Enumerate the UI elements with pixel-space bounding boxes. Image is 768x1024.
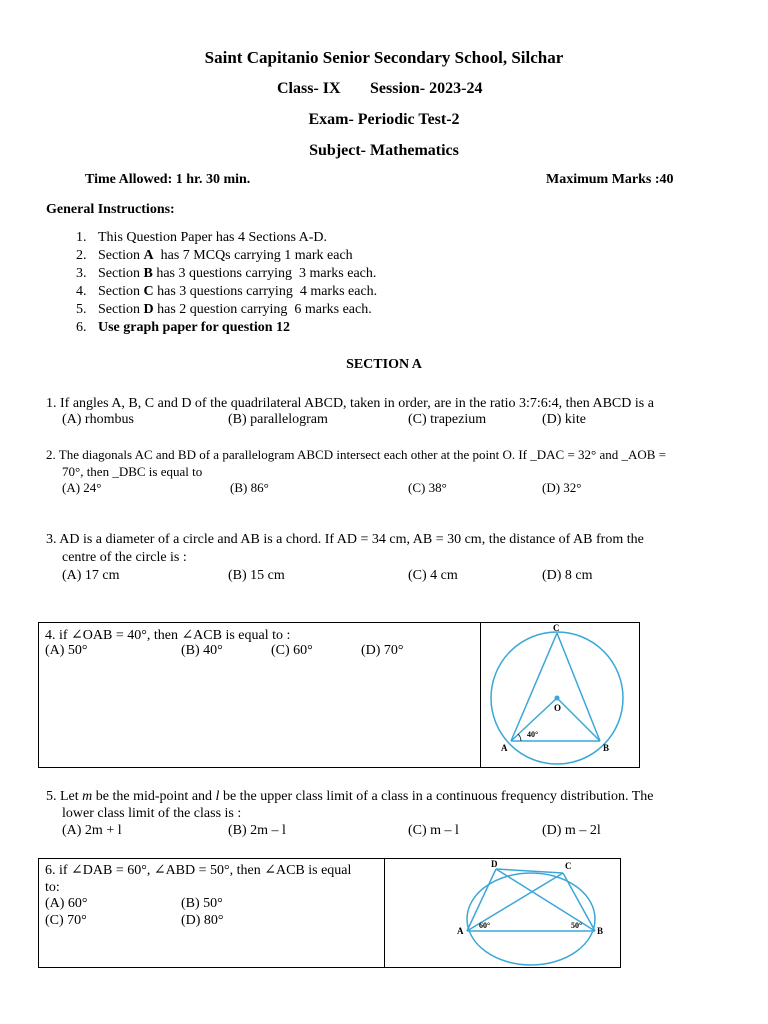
instruction-text: Section: [98, 266, 144, 281]
q6-option-b: (B) 50°: [181, 896, 223, 911]
label-a: A: [457, 926, 464, 936]
instruction-number: 5.: [76, 302, 87, 317]
question-1-text: 1. If angles A, B, C and D of the quadrilateral ABCD, taken in order, are in the ratio 3:7:6:4, then ABCD is a: [46, 396, 654, 411]
q4-option-a: (A) 50°: [45, 643, 88, 658]
instruction-item: [76, 284, 377, 300]
q5-option-c: (C) m – l: [408, 823, 459, 838]
instruction-number: 1.: [76, 230, 87, 245]
q1-option-d: (D) kite: [542, 412, 586, 427]
instruction-number: 3.: [76, 266, 87, 281]
question-3-line1: 3. AD is a diameter of a circle and AB is a chord. If AD = 34 cm, AB = 30 cm, the distance of AB from the: [46, 532, 644, 547]
instruction-number: 4.: [76, 284, 87, 299]
q3-option-b: (B) 15 cm: [228, 568, 285, 583]
q2-option-c: (C) 38°: [408, 480, 447, 495]
angle-label: 40°: [527, 730, 539, 739]
chord-ac: [511, 633, 557, 741]
class-label: Class- IX: [277, 80, 341, 97]
time-allowed: Time Allowed: 1 hr. 30 min.: [85, 172, 251, 187]
section-letter: B: [143, 266, 153, 281]
q3-option-c: (C) 4 cm: [408, 568, 458, 583]
instruction-number: 6.: [76, 320, 87, 335]
instruction-text: has 3 questions carrying 3 marks each.: [152, 266, 377, 281]
instruction-text: Section: [98, 302, 144, 317]
q2-option-b: (B) 86°: [230, 480, 269, 495]
q2-option-a: (A) 24°: [62, 480, 102, 495]
q3-option-d: (D) 8 cm: [542, 568, 593, 583]
instruction-item: [76, 302, 372, 318]
label-c: C: [553, 623, 560, 633]
q1-option-c: (C) trapezium: [408, 412, 487, 427]
school-name: Saint Capitanio Senior Secondary School, Silchar: [204, 48, 564, 67]
angle-a-label: 60°: [479, 921, 491, 930]
q5-option-a: (A) 2m + l: [62, 823, 122, 838]
question-5-line2: lower class limit of the class is :: [62, 806, 242, 821]
instruction-item: [76, 248, 353, 264]
label-d: D: [491, 859, 498, 869]
session-label: Session- 2023-24: [370, 80, 483, 97]
angle-b-label: 50°: [571, 921, 583, 930]
question-4-text: 4. if ∠OAB = 40°, then ∠ACB is equal to :: [45, 628, 291, 643]
angle-arc: [518, 734, 521, 741]
instruction-text: has 3 questions carrying 4 marks each.: [153, 284, 378, 299]
question-5-line1: 5. Let m be the mid-point and l be the upper class limit of a class in a continuous frequency distribution. The: [46, 789, 654, 804]
question-6-line1: 6. if ∠DAB = 60°, ∠ABD = 50°, then ∠ACB is equal: [45, 863, 352, 878]
center-point: [555, 696, 560, 701]
label-b: B: [597, 926, 604, 936]
question-2-line2: 70°, then _DBC is equal to: [62, 464, 203, 479]
question-6-box: [38, 858, 621, 968]
instruction-item: [76, 230, 327, 246]
label-b: B: [603, 743, 610, 753]
instruction-text: Use graph paper for question 12: [98, 320, 291, 335]
section-letter: D: [143, 302, 154, 317]
instruction-number: 2.: [76, 248, 87, 263]
q1-option-a: (A) rhombus: [62, 412, 134, 427]
instruction-text: Section: [98, 284, 144, 299]
question-6-line2: to:: [45, 880, 60, 895]
radius-ob: [557, 698, 600, 741]
var-l: l: [215, 789, 220, 804]
chord-bc: [557, 633, 600, 741]
instruction-text: has 7 MCQs carrying 1 mark each: [153, 248, 353, 263]
instruction-item: [76, 266, 376, 282]
q4-option-b: (B) 40°: [181, 643, 223, 658]
instructions-heading: General Instructions:: [46, 202, 175, 217]
q5-option-b: (B) 2m – l: [228, 823, 286, 838]
var-m: m: [82, 789, 93, 804]
q6-option-d: (D) 80°: [181, 913, 224, 928]
max-marks: Maximum Marks :40: [546, 172, 674, 187]
q2-option-d: (D) 32°: [542, 480, 582, 495]
label-o: O: [554, 703, 562, 713]
q5-option-d: (D) m – 2l: [542, 823, 601, 838]
exam-title: Exam- Periodic Test-2: [308, 111, 460, 128]
instruction-text: has 2 question carrying 6 marks each.: [153, 302, 372, 317]
q6-option-a: (A) 60°: [45, 896, 88, 911]
question-2-line1: 2. The diagonals AC and BD of a parallelogram ABCD intersect each other at the point O. If _DAC = 32° and _AOB =: [46, 447, 667, 462]
label-a: A: [501, 743, 508, 753]
subject-title: Subject- Mathematics: [309, 142, 459, 159]
section-letter: A: [143, 248, 154, 263]
instruction-item: [76, 320, 290, 336]
instruction-text: Section: [98, 248, 144, 263]
q6-option-c: (C) 70°: [45, 913, 87, 928]
question-4-box: [38, 622, 640, 768]
section-letter: C: [143, 284, 154, 299]
question-3-line2: centre of the circle is :: [62, 550, 187, 565]
q4-option-d: (D) 70°: [361, 643, 404, 658]
q6-circle-figure: [385, 859, 620, 967]
q4-circle-figure: [481, 623, 639, 767]
q3-option-a: (A) 17 cm: [62, 568, 120, 583]
q4-option-c: (C) 60°: [271, 643, 313, 658]
section-a-title: SECTION A: [346, 357, 422, 372]
instruction-text: This Question Paper has 4 Sections A-D.: [98, 230, 328, 245]
label-c: C: [565, 861, 572, 871]
q1-option-b: (B) parallelogram: [228, 412, 328, 427]
